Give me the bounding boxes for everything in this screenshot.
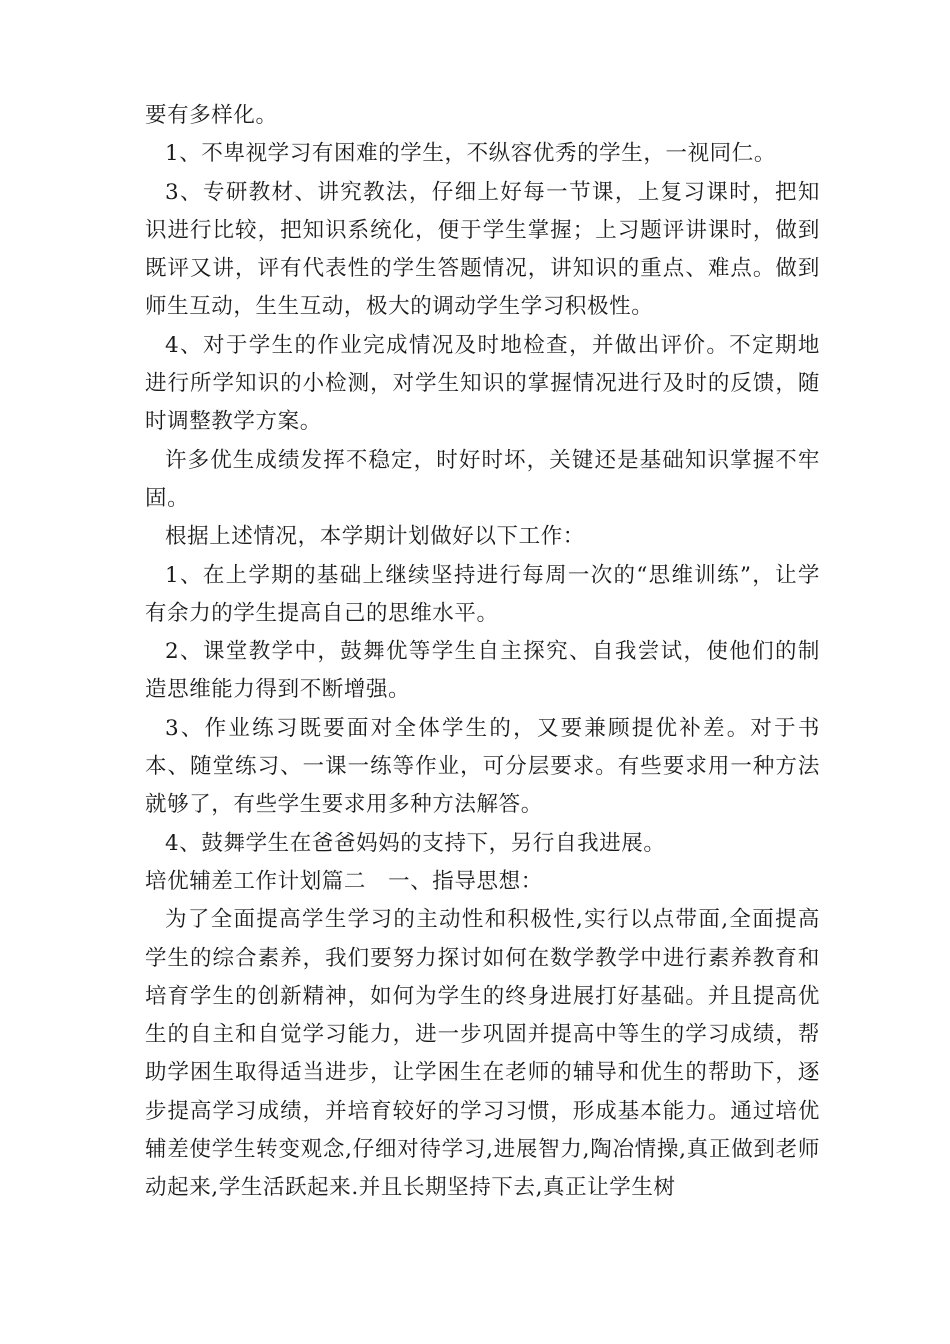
document-body <box>145 97 820 1208</box>
paragraph-4: 4、对于学生的作业完成情况及时地检查，并做出评价。不定期地进行所学知识的小检测，对学生知识的掌握情况进行及时的反馈，随时调整教学方案。 <box>145 332 820 435</box>
paragraph-8: 2、课堂教学中，鼓舞优等学生自主探究、自我尝试，使他们的制造思维能力得到不断增强。 <box>145 639 820 703</box>
section-heading: 培优辅差工作计划篇二 一、指导思想： <box>145 868 543 894</box>
paragraph-7: 1、在上学期的基础上继续坚持进行每周一次的“思维训练”，让学有余力的学生提高自己的思维水平。 <box>145 562 820 626</box>
paragraph-3: 3、专研教材、讲究教法，仔细上好每一节课，上复习课时，把知识进行比较，把知识系统化，便于学生掌握；上习题评讲课时，做到既评又讲，评有代表性的学生答题情况，讲知识的重点、难点。做到师生互动，生生互动，极大的调动学生学习积极性。 <box>145 179 820 320</box>
paragraph-1: 要有多样化。 <box>145 103 278 128</box>
paragraph-5: 许多优生成绩发挥不稳定，时好时坏，关键还是基础知识掌握不牢固。 <box>145 447 820 511</box>
paragraph-10: 4、鼓舞学生在爸爸妈妈的支持下，另行自我进展。 <box>165 830 666 856</box>
paragraph-6: 根据上述情况，本学期计划做好以下工作： <box>165 524 585 550</box>
paragraph-9: 3、作业练习既要面对全体学生的，又要兼顾提优补差。对于书本、随堂练习、一课一练等作业，可分层要求。有些要求用一种方法就够了，有些学生要求用多种方法解答。 <box>145 715 820 818</box>
paragraph-2: 1、不卑视学习有困难的学生，不纵容优秀的学生，一视同仁。 <box>165 141 776 167</box>
paragraph-12: 为了全面提高学生学习的主动性和积极性,实行以点带面,全面提高学生的综合素养，我们要努力探讨如何在数学教学中进行素养教育和培育学生的创新精神，如何为学生的终身进展打好基础。并且提高优生的自主和自觉学习能力，进一步巩固并提高中等生的学习成绩，帮助学困生取得适当进步，让学困生在老师的辅导和优生的帮助下，逐步提高学习成绩，并培育较好的学习习惯，形成基本能力。通过培优辅差使学生转变观念,仔细对待学习,进展智力,陶冶情操,真正做到老师动起来,学生活跃起来.并且长期坚持下去,真正让学生树 <box>145 907 820 1201</box>
